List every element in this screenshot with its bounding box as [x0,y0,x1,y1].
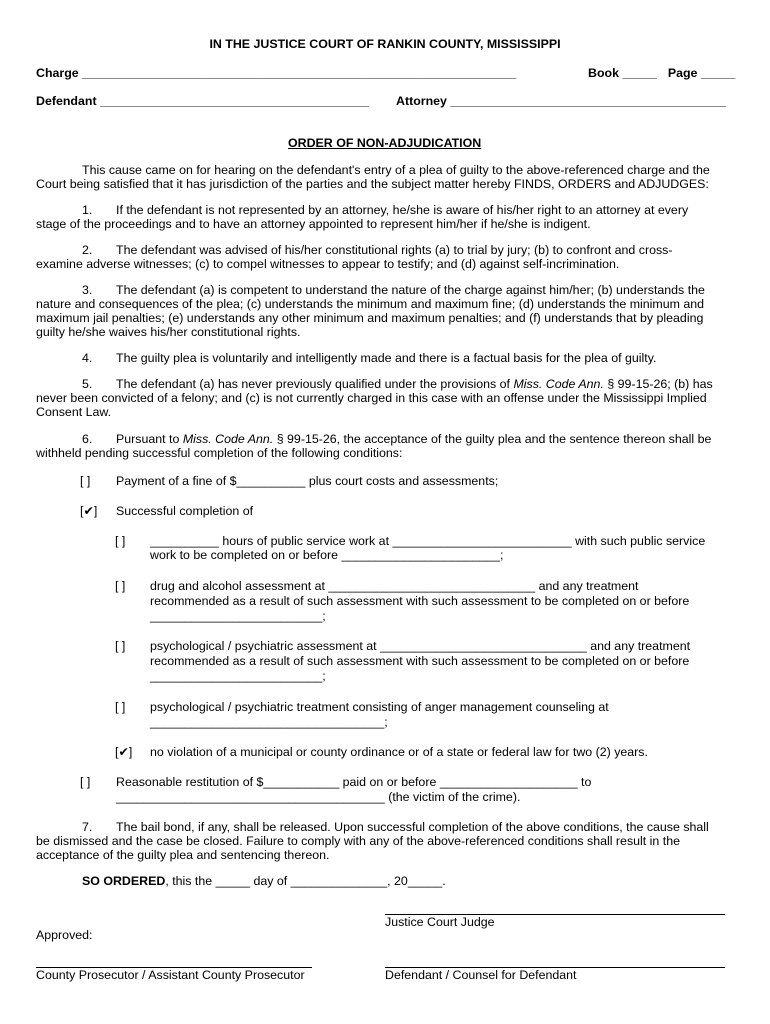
charge-label: Charge [36,66,79,80]
psych-treatment-line-2: __________________________________; [150,715,388,729]
finding-5-number: 5. [82,377,93,391]
attorney-field[interactable] [396,94,726,108]
finding-6-text-b: § 99-15-26, the acceptance of the guilty plea and the sentence thereon shall be [273,432,712,446]
service-checkbox[interactable]: [ ] [115,534,126,548]
finding-2-line-1: The defendant was advised of his/her constitutional rights (a) to trial by jury; (b) to confront and cross- [116,243,673,257]
so-ordered-label: SO ORDERED [82,874,166,888]
psych-treatment-line-1: psychological / psychiatric treatment consisting of anger management counseling at [150,700,609,714]
no-violation-checkbox[interactable]: [✔] [115,745,133,759]
drug-assessment-line-2: recommended as a result of such assessment with such assessment to be completed on or before [150,594,690,608]
finding-5-line-1 [116,377,713,391]
attorney-label: Attorney [396,94,447,108]
fine-checkbox[interactable]: [ ] [80,474,91,488]
intro-line-2: Court being satisfied that it has jurisdiction of the parties and the subject matter hereby FINDS, ORDERS and ADJUDGES: [36,177,709,191]
no-violation-text: no violation of a municipal or county ordinance or of a state or federal law for two (2) years. [150,745,648,759]
drug-assessment-line-3: _________________________; [150,609,326,623]
finding-4-line-1: The guilty plea is voluntarily and intelligently made and there is a factual basis for the plea of guilty. [116,351,657,365]
finding-6-citation: Miss. Code Ann. [182,432,274,446]
psych-treatment-checkbox[interactable]: [ ] [115,700,126,714]
finding-6-text-a: Pursuant to [116,432,183,446]
psych-assessment-line-2: recommended as a result of such assessment with such assessment to be completed on or before [150,654,690,668]
closing-7-line-2: be dismissed and the case be closed. Failure to comply with any of the above-referenced conditions shall result in the [36,834,680,848]
book-page-field[interactable] [588,66,735,80]
court-title: IN THE JUSTICE COURT OF RANKIN COUNTY, MISSISSIPPI [209,37,561,51]
finding-5-line-3: Consent Law. [36,405,112,419]
charge-field[interactable] [36,66,516,80]
book-label: Book [588,66,619,80]
completion-checkbox[interactable]: [✔] [80,504,98,518]
drug-assessment-checkbox[interactable]: [ ] [115,579,126,593]
finding-1-line-1: If the defendant is not represented by an attorney, he/she is aware of his/her right to an attorney at every [116,203,689,217]
judge-label: Justice Court Judge [385,915,495,929]
intro-line-1: This cause came on for hearing on the defendant's entry of a plea of guilty to the above-referenced charge and the [82,163,710,177]
completion-condition-text: Successful completion of [116,504,254,518]
order-title: ORDER OF NON-ADJUDICATION [288,136,482,150]
so-ordered-line [82,874,446,888]
fine-condition-text: Payment of a fine of $__________ plus court costs and assessments; [116,474,499,488]
so-ordered-date[interactable]: , this the _____ day of ______________, 20_____. [165,874,446,888]
charge-blank[interactable]: _______________________________________________________________ [82,66,517,80]
closing-7-number: 7. [82,820,93,834]
service-line-1: __________ hours of public service work at __________________________ with such public service [150,534,706,548]
finding-5-citation: Miss. Code Ann. [513,377,604,391]
service-line-2: work to be completed on or before _______________________; [150,548,504,562]
defendant-blank[interactable]: _______________________________________ [100,94,369,108]
finding-3-line-2: nature and consequences of the plea; (c) understands the minimum and maximum fine; (d) understands the minimum and [36,297,705,311]
finding-3-line-1: The defendant (a) is competent to understand the nature of the charge against him/her; (b) understands the [116,283,705,297]
finding-6-number: 6. [82,432,93,446]
psych-assessment-line-3: _________________________; [150,669,326,683]
finding-6-line-2: withheld pending successful completion of the following conditions: [36,446,403,460]
psych-assessment-checkbox[interactable]: [ ] [115,639,126,653]
prosecutor-label: County Prosecutor / Assistant County Prosecutor [36,968,305,982]
finding-3-number: 3. [82,283,93,297]
page-blank[interactable]: _____ [700,66,736,80]
finding-2-line-2: examine adverse witnesses; (c) to compel witnesses to appear to testify; and (d) against self-incrimination. [36,257,620,271]
restitution-checkbox[interactable]: [ ] [80,775,91,789]
finding-5-text-a: The defendant (a) has never previously qualified under the provisions of [116,377,514,391]
closing-7-line-1: The bail bond, if any, shall be released. Upon successful completion of the above conditions, the cause shall [116,820,709,834]
finding-3-line-4: guilty he/she waives his/her constitutional rights. [36,325,301,339]
restitution-line-2: _______________________________________ (the victim of the crime). [116,790,521,804]
finding-5-text-b: § 99-15-26; (b) has [603,377,713,391]
restitution-line-1: Reasonable restitution of $___________ paid on or before ____________________ to [116,775,592,789]
finding-5-line-2: never been convicted of a felony; and (c) is not currently charged in this case with an offense under the Mississippi Implied [36,391,707,405]
defendant-counsel-label: Defendant / Counsel for Defendant [385,968,577,982]
defendant-field[interactable] [36,94,369,108]
finding-6-line-1 [116,432,711,446]
psych-assessment-line-1: psychological / psychiatric assessment at ______________________________ and any treatment [150,639,691,653]
approved-label: Approved: [36,928,93,942]
finding-4-number: 4. [82,351,93,365]
drug-assessment-line-1: drug and alcohol assessment at ______________________________ and any treatment [150,579,639,593]
finding-1-number: 1. [82,203,93,217]
finding-1-line-2: stage of the proceedings and to have an attorney appointed to represent him/her if he/she is indigent. [36,217,591,231]
page-label: Page [667,66,698,80]
attorney-blank[interactable]: ________________________________________ [450,94,727,108]
defendant-label: Defendant [36,94,97,108]
finding-3-line-3: maximum jail penalties; (e) understands any other minimum and maximum penalties; and (f) understands that by pleading [36,311,704,325]
finding-2-number: 2. [82,243,93,257]
closing-7-line-3: acceptance of the guilty plea and sentencing thereon. [36,848,330,862]
book-blank[interactable]: _____ [622,66,657,80]
